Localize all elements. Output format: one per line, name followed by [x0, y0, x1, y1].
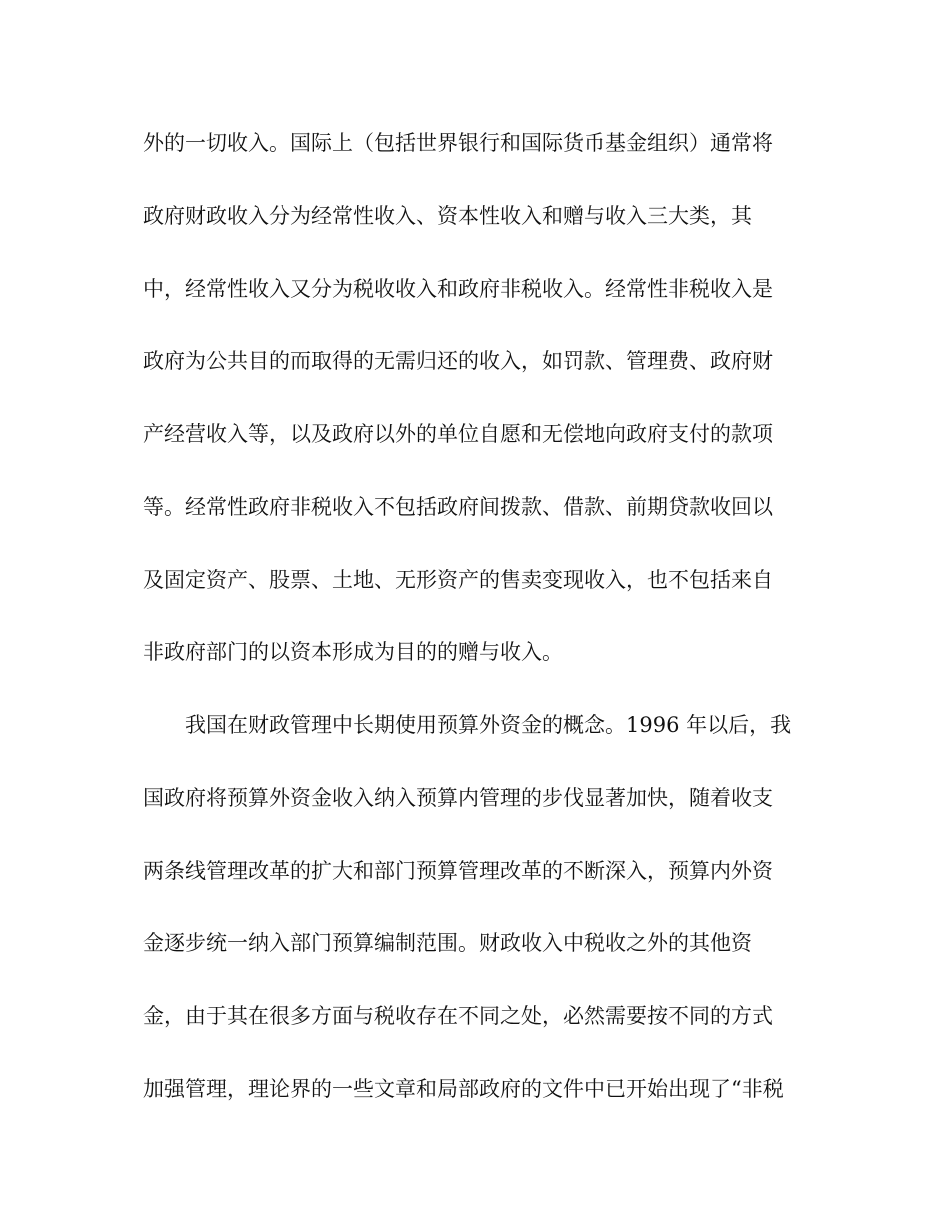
paragraph-1-line-5: 产经营收入等，以及政府以外的单位自愿和无偿地向政府支付的款项 [143, 422, 773, 446]
paragraph-1-line-1: 外的一切收入。国际上（包括世界银行和国际货币基金组织）通常将 [143, 131, 773, 155]
paragraph-1-line-2: 政府财政收入分为经常性收入、资本性收入和赠与收入三大类，其 [143, 204, 752, 228]
paragraph-2-line-4: 金逐步统一纳入部门预算编制范围。财政收入中税收之外的其他资 [143, 931, 752, 955]
paragraph-1-line-4: 政府为公共目的而取得的无需归还的收入，如罚款、管理费、政府财 [143, 349, 773, 373]
paragraph-1-line-6: 等。经常性政府非税收入不包括政府间拨款、借款、前期贷款收回以 [143, 495, 773, 519]
paragraph-2-line-2: 国政府将预算外资金收入纳入预算内管理的步伐显著加快，随着收支 [143, 786, 773, 810]
paragraph-1-line-8: 非政府部门的以资本形成为目的的赠与收入。 [143, 640, 563, 664]
paragraph-2-line-5: 金，由于其在很多方面与税收存在不同之处，必然需要按不同的方式 [143, 1004, 773, 1028]
paragraph-2-line-3: 两条线管理改革的扩大和部门预算管理改革的不断深入，预算内外资 [143, 859, 773, 883]
paragraph-1-line-7: 及固定资产、股票、土地、无形资产的售卖变现收入，也不包括来自 [143, 568, 773, 592]
paragraph-2-line-1: 我国在财政管理中长期使用预算外资金的概念。1996 年以后，我 [185, 713, 792, 737]
paragraph-2-line-6: 加强管理，理论界的一些文章和局部政府的文件中已开始出现了“非税 [143, 1077, 784, 1101]
paragraph-1-line-3: 中，经常性收入又分为税收收入和政府非税收入。经常性非税收入是 [143, 277, 773, 301]
